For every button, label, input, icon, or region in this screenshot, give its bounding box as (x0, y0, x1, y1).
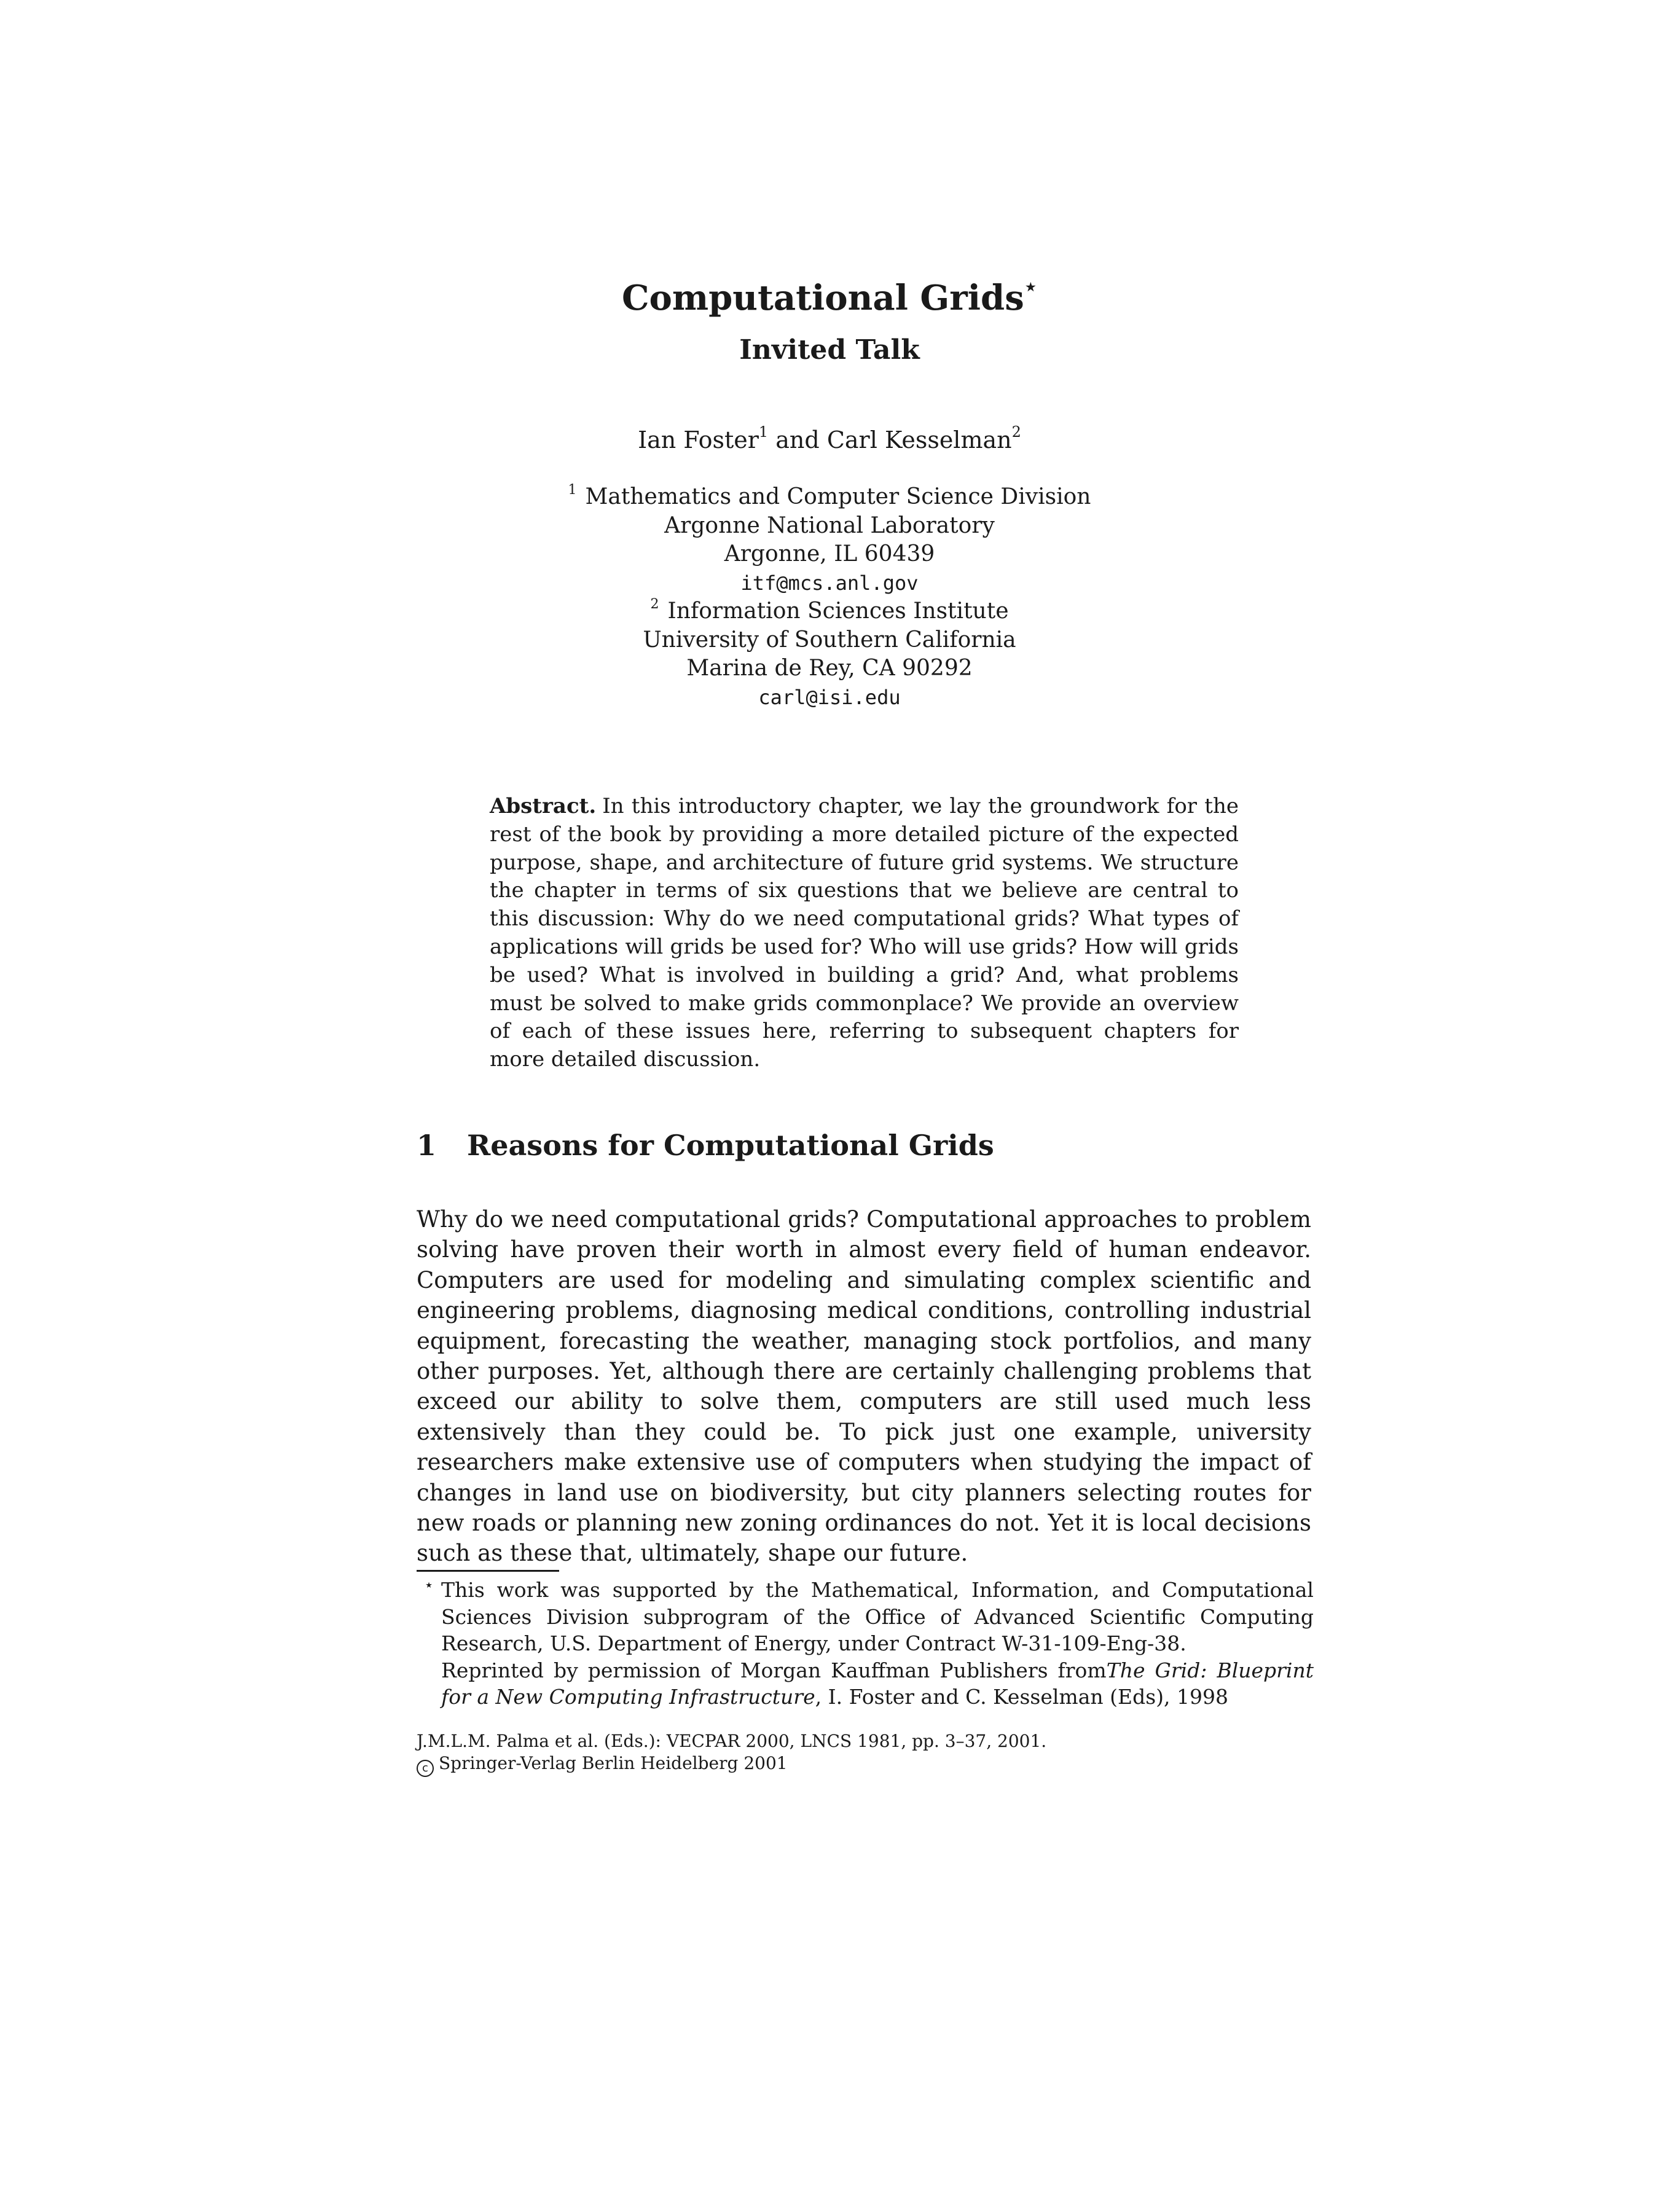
affiliation-line: University of Southern California (643, 627, 1016, 653)
footnote (417, 1577, 1314, 1711)
footnote-body (441, 1577, 1314, 1711)
reprint-prefix: Reprinted by permission of Morgan Kauffman Publishers from (441, 1658, 1107, 1682)
affiliation-line (0, 483, 1659, 512)
author-email: carl@isi.edu (758, 685, 901, 709)
footnote-reprint (441, 1657, 1314, 1711)
abstract (490, 793, 1239, 1074)
paper-title-text: Computational Grids (621, 278, 1024, 318)
reprint-book-title: The Grid: Blueprint for a New Computing Infrastructure (441, 1658, 1314, 1709)
body-paragraph: Why do we need computational grids? Computational approaches to problem solving have proven their worth in almost every field of human endeavor. Computers are used for modeling and simulating complex scientific and engineering problems, diagnosing medical conditions, controlling industrial equipment, forecasting the weather, managing stock portfolios, and many other purposes. Yet, although there are certainly challenging problems that exceed our ability to solve them, computers are still used much less extensively than they could be. To pick just one example, university researchers make extensive use of computers when studying the impact of changes in land use on biodiversity, but city planners selecting routes for new roads or planning new zoning ordinances do not. Yet it is local decisions such as these that, ultimately, shape our future. (417, 1206, 1311, 1567)
affiliation-text: Information Sciences Institute (667, 598, 1009, 624)
author-name: Ian Foster (638, 426, 759, 453)
affiliation-line: Argonne National Laboratory (664, 512, 995, 538)
affiliations (0, 483, 1659, 712)
section-title: Reasons for Computational Grids (467, 1129, 994, 1162)
affiliation-mark: 1 (568, 482, 577, 498)
affiliation-line: Marina de Rey, CA 90292 (686, 656, 973, 681)
affiliation-mark: 2 (650, 597, 659, 612)
author-connector: and (775, 426, 820, 453)
abstract-text: In this introductory chapter, we lay the groundwork for the rest of the book by providing a more detailed picture of the expected purpose, shape, and architecture of future grid systems. We structure the chapter in terms of six questions that we believe are central to this discussion: Why do we need computational grids? What types of applications will grids be used for? Who will use grids? How will grids be used? What is involved in building a grid? And, what problems must be solved to make grids commonplace? We provide an overview of each of these issues here, referring to subsequent chapters for more detailed discussion. (490, 794, 1239, 1072)
title-footnote-mark: ⋆ (1024, 275, 1038, 299)
paper-subtitle: Invited Talk (739, 334, 920, 366)
section-number: 1 (417, 1129, 437, 1162)
author-email: itf@mcs.anl.gov (740, 571, 919, 595)
affiliation-text: Mathematics and Computer Science Division (585, 484, 1091, 509)
copyright-icon: c (417, 1760, 434, 1777)
citation-line: J.M.L.M. Palma et al. (Eds.): VECPAR 2000, LNCS 1981, pp. 3–37, 2001. (417, 1731, 1047, 1751)
affiliation-line (0, 597, 1659, 626)
abstract-label: Abstract. (490, 794, 597, 818)
footnote-rule (417, 1570, 559, 1572)
author-name: Carl Kesselman (826, 426, 1012, 453)
footnote-support: This work was supported by the Mathematical, Information, and Computational Sciences Division subprogram of the Office of Advanced Scientific Computing Research, U.S. Department of Energy, under Contract W-31-109-Eng-38. (441, 1578, 1314, 1655)
section-heading (417, 1127, 1314, 1164)
paper-title (0, 276, 1659, 320)
publisher-info (417, 1730, 1314, 1777)
author-affiliation-mark: 2 (1011, 423, 1021, 441)
author-list (0, 423, 1659, 457)
copyright-text: Springer-Verlag Berlin Heidelberg 2001 (439, 1753, 788, 1773)
author-affiliation-mark: 1 (758, 423, 769, 441)
reprint-suffix: , I. Foster and C. Kesselman (Eds), 1998 (815, 1685, 1228, 1709)
footnote-mark: ⋆ (423, 1576, 434, 1594)
affiliation-line: Argonne, IL 60439 (724, 541, 935, 567)
copyright-line (417, 1752, 1314, 1777)
